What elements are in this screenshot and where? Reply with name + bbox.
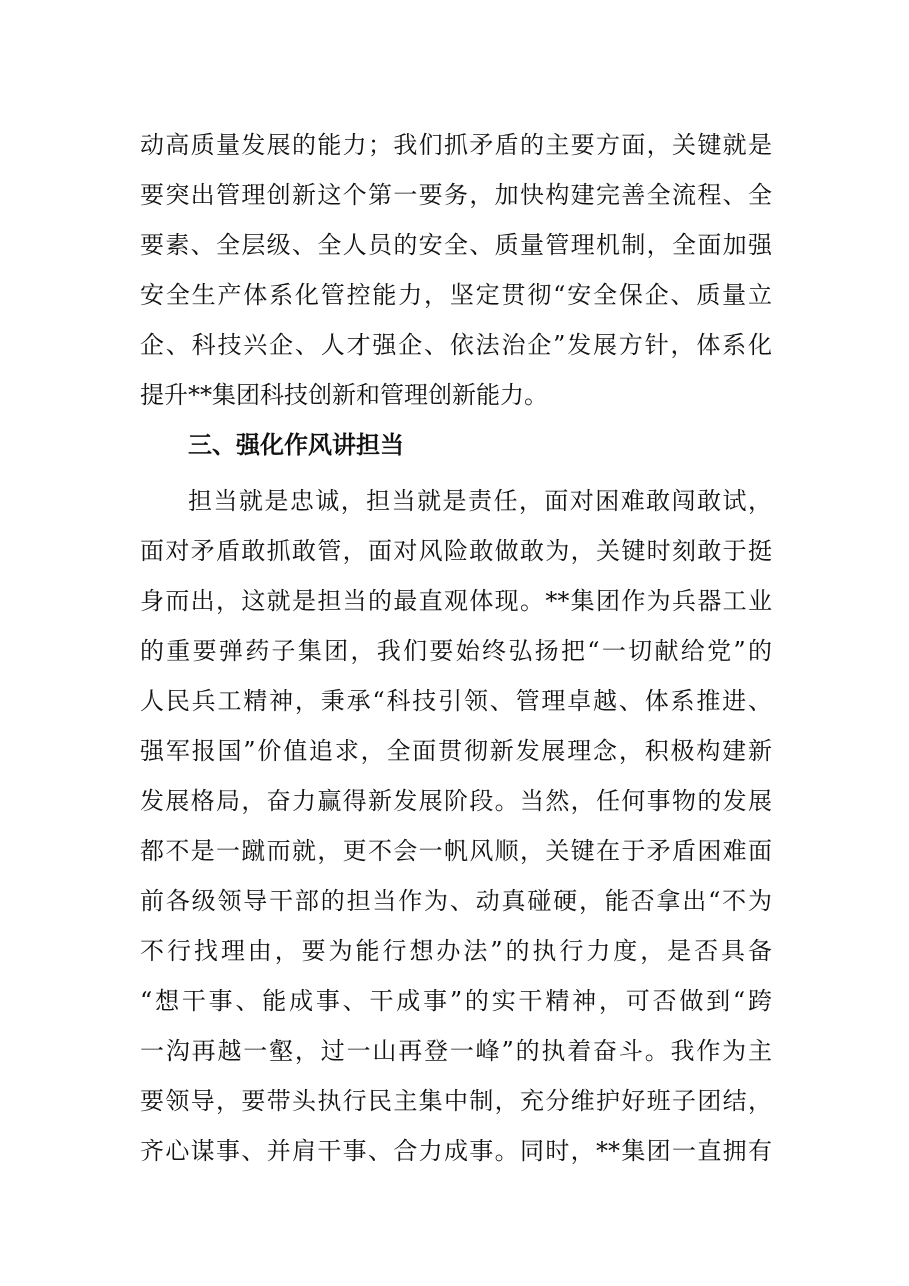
- paragraph-2-line-5: 人民兵工精神，秉承“科技引领、管理卓越、体系推进、: [140, 687, 772, 715]
- paragraph-2-line-3: 身而出，这就是担当的最直观体现。**集团作为兵器工业: [140, 587, 772, 615]
- paragraph-2-line-9: 前各级领导干部的担当作为、动真碰硬，能否拿出“不为: [140, 887, 772, 915]
- paragraph-1-line-4: 安全生产体系化管控能力，坚定贯彻“安全保企、质量立: [140, 281, 772, 309]
- paragraph-1-line-6: 提升**集团科技创新和管理创新能力。: [140, 381, 548, 409]
- paragraph-2-line-10: 不行找理由，要为能行想办法”的执行力度，是否具备: [140, 937, 772, 965]
- paragraph-1-line-5: 企、科技兴企、人才强企、依法治企”发展方针，体系化: [140, 331, 772, 359]
- paragraph-2-line-12: 一沟再越一壑，过一山再登一峰”的执着奋斗。我作为主: [140, 1037, 772, 1065]
- paragraph-1-line-3: 要素、全层级、全人员的安全、质量管理机制，全面加强: [140, 231, 772, 259]
- paragraph-2-line-7: 发展格局，奋力赢得新发展阶段。当然，任何事物的发展: [140, 787, 772, 815]
- paragraph-2-line-2: 面对矛盾敢抓敢管，面对风险敢做敢为，关键时刻敢于挺: [140, 537, 772, 565]
- paragraph-1-line-2: 要突出管理创新这个第一要务，加快构建完善全流程、全: [140, 181, 772, 209]
- paragraph-2-line-6: 强军报国”价值追求，全面贯彻新发展理念，积极构建新: [140, 737, 772, 765]
- paragraph-2-line-11: “想干事、能成事、干成事”的实干精神，可否做到“跨: [140, 987, 772, 1015]
- paragraph-2-line-13: 要领导，要带头执行民主集中制，充分维护好班子团结，: [140, 1087, 772, 1115]
- paragraph-1-line-1: 动高质量发展的能力；我们抓矛盾的主要方面，关键就是: [140, 131, 772, 159]
- paragraph-2-line-8: 都不是一蹴而就，更不会一帆风顺，关键在于矛盾困难面: [140, 837, 772, 865]
- section-heading: 三、强化作风讲担当: [188, 431, 404, 459]
- paragraph-2-line-14: 齐心谋事、并肩干事、合力成事。同时，**集团一直拥有: [140, 1137, 772, 1165]
- paragraph-2-line-1: 担当就是忠诚，担当就是责任，面对困难敢闯敢试，: [188, 487, 772, 515]
- paragraph-2-line-4: 的重要弹药子集团，我们要始终弘扬把“一切献给党”的: [140, 637, 772, 665]
